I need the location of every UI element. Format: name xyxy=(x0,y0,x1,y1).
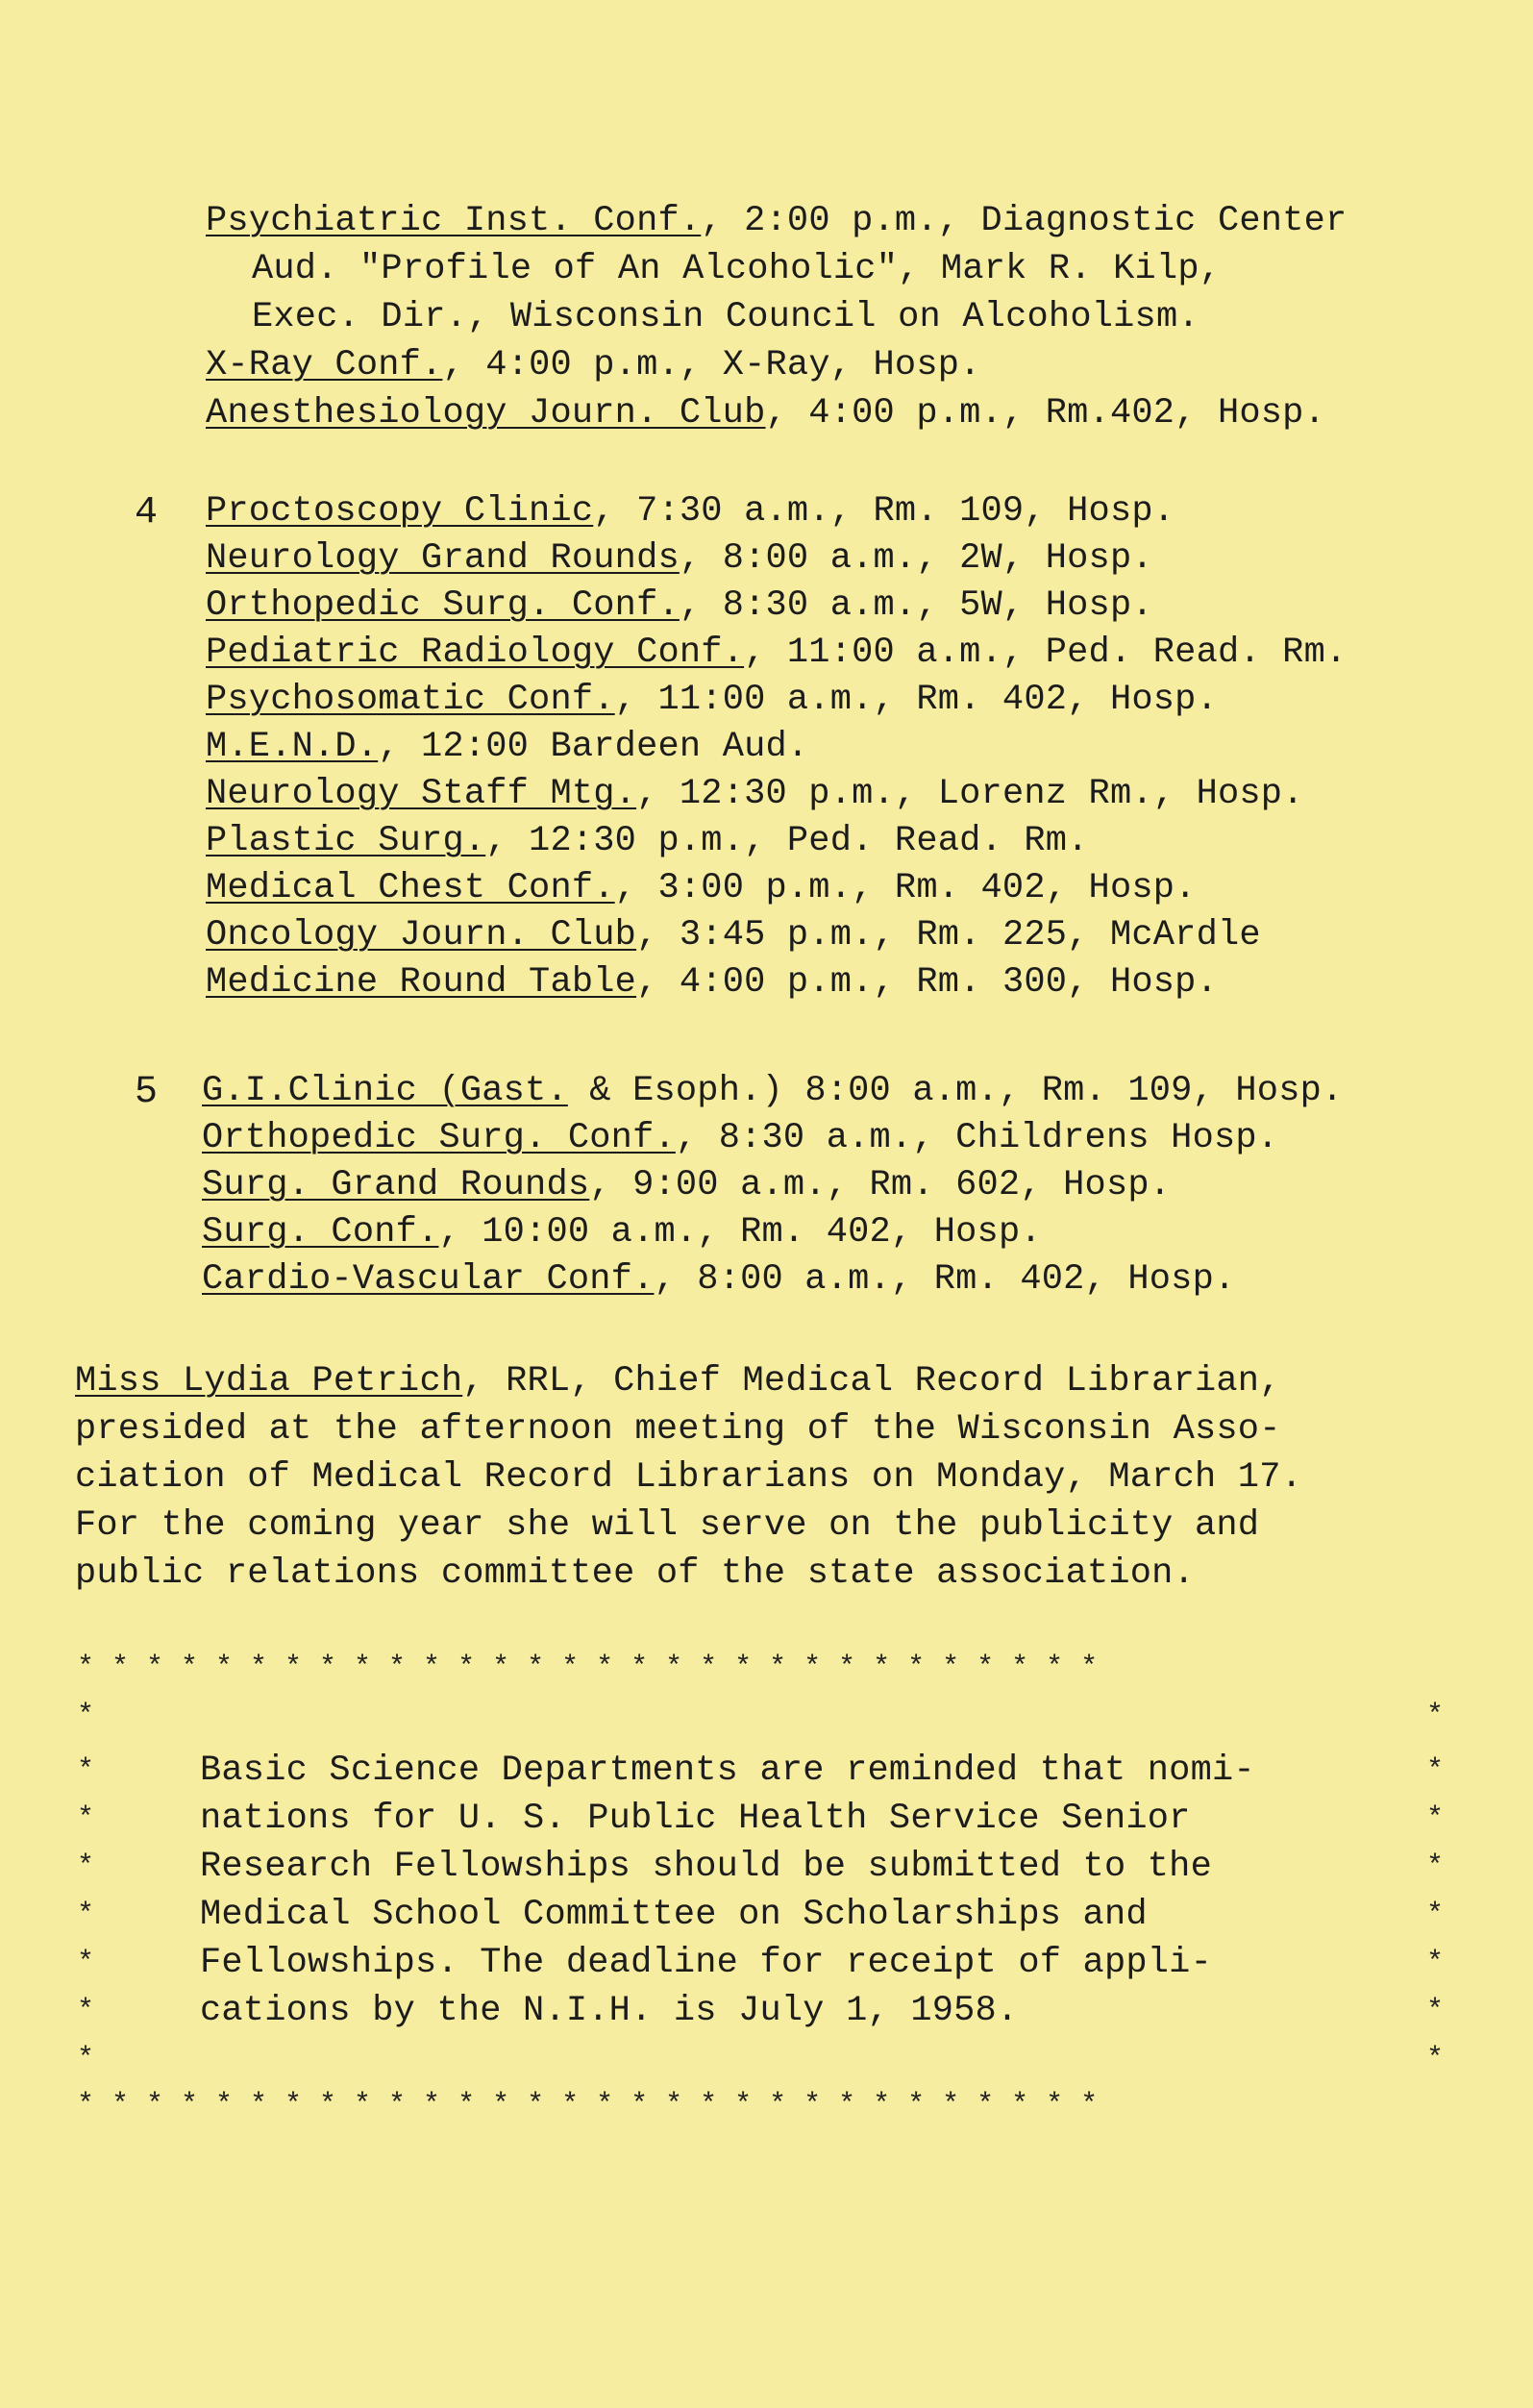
event-line xyxy=(202,1068,1343,1114)
event-details: , 10:00 a.m., Rm. 402, Hosp. xyxy=(438,1212,1042,1253)
event-title: Orthopedic Surg. Conf. xyxy=(206,585,680,626)
event-title: Surg. Grand Rounds xyxy=(202,1165,590,1205)
event-title: Surg. Conf. xyxy=(202,1212,439,1253)
event-line xyxy=(206,771,1304,817)
person-name: Miss Lydia Petrich xyxy=(75,1361,463,1402)
star-border-left: * xyxy=(77,1899,95,1931)
paragraph-line: public relations committee of the state association. xyxy=(75,1553,1195,1594)
event-title: Oncology Journ. Club xyxy=(206,915,637,956)
event-line xyxy=(202,1115,1278,1161)
star-border-bottom: * * * * * * * * * * * * * * * * * * * * * * * * * * * * * * xyxy=(77,2089,1099,2122)
event-title: Neurology Grand Rounds xyxy=(206,538,680,579)
event-details: & Esoph.) 8:00 a.m., Rm. 109, Hosp. xyxy=(567,1071,1344,1111)
event-details: , 8:30 a.m., 5W, Hosp. xyxy=(679,585,1153,626)
event-details: , 4:00 p.m., Rm.402, Hosp. xyxy=(765,393,1325,434)
star-border-right: * xyxy=(1426,1754,1445,1787)
notice-line: Research Fellowships should be submitted to the xyxy=(200,1847,1212,1887)
star-border-left: * xyxy=(77,1802,95,1835)
event-title: Pediatric Radiology Conf. xyxy=(206,633,745,673)
event-line xyxy=(206,342,981,388)
star-border-right: * xyxy=(1426,1802,1445,1835)
event-title: Psychosomatic Conf. xyxy=(206,680,615,720)
paragraph-line: presided at the afternoon meeting of the Wisconsin Asso- xyxy=(75,1409,1281,1450)
event-details: , 11:00 a.m., Rm. 402, Hosp. xyxy=(614,680,1218,720)
notice-line: Basic Science Departments are reminded that nomi- xyxy=(200,1750,1255,1791)
star-border-right: * xyxy=(1426,1850,1445,1883)
event-details: , 3:00 p.m., Rm. 402, Hosp. xyxy=(614,868,1197,908)
event-line xyxy=(206,583,1153,629)
event-line xyxy=(206,865,1197,911)
paragraph-line: For the coming year she will serve on the publicity and xyxy=(75,1505,1260,1546)
event-title: Neurology Staff Mtg. xyxy=(206,774,637,814)
event-line xyxy=(206,959,1218,1005)
star-border-left: * xyxy=(77,1700,95,1732)
event-details: , 2:00 p.m., Diagnostic Center xyxy=(701,201,1348,241)
notice-line: Fellowships. The deadline for receipt of appli- xyxy=(200,1943,1212,1983)
notice-line: nations for U. S. Public Health Service Senior xyxy=(200,1799,1191,1839)
event-title: Orthopedic Surg. Conf. xyxy=(202,1118,676,1158)
event-line xyxy=(206,677,1218,723)
event-title: M.E.N.D. xyxy=(206,727,379,767)
event-line xyxy=(252,246,1221,292)
star-border-left: * xyxy=(77,1850,95,1883)
event-title: G.I.Clinic (Gast. xyxy=(202,1071,568,1111)
event-details: , 4:00 p.m., Rm. 300, Hosp. xyxy=(636,962,1218,1003)
paragraph-line xyxy=(75,1358,1281,1404)
event-line xyxy=(206,912,1261,958)
event-line xyxy=(252,294,1199,340)
event-details: , 12:00 Bardeen Aud. xyxy=(378,727,809,767)
event-title: Anesthesiology Journ. Club xyxy=(206,393,766,434)
event-details: , 12:30 p.m., Ped. Read. Rm. xyxy=(485,821,1089,861)
star-border-left: * xyxy=(77,1947,95,1979)
star-border-left: * xyxy=(77,2043,95,2075)
event-line xyxy=(206,630,1347,676)
event-line xyxy=(206,198,1347,244)
star-border-right: * xyxy=(1426,1947,1445,1979)
event-line xyxy=(202,1256,1235,1303)
event-title: Proctoscopy Clinic xyxy=(206,491,594,532)
event-details: , 8:00 a.m., 2W, Hosp. xyxy=(679,538,1153,579)
event-title: Cardio-Vascular Conf. xyxy=(202,1259,655,1300)
event-line xyxy=(206,390,1325,436)
event-line xyxy=(206,535,1153,582)
event-details: , 12:30 p.m., Lorenz Rm., Hosp. xyxy=(636,774,1304,814)
event-details: , 7:30 a.m., Rm. 109, Hosp. xyxy=(593,491,1175,532)
day-number: 5 xyxy=(135,1071,159,1114)
notice-line: cations by the N.I.H. is July 1, 1958. xyxy=(200,1991,1019,2031)
star-border-right: * xyxy=(1426,1995,1445,2027)
event-details: , 11:00 a.m., Ped. Read. Rm. xyxy=(744,633,1348,673)
star-border-top: * * * * * * * * * * * * * * * * * * * * * * * * * * * * * * xyxy=(77,1651,1099,1684)
event-title: X-Ray Conf. xyxy=(206,345,443,385)
star-border-right: * xyxy=(1426,2043,1445,2075)
event-line xyxy=(206,724,808,770)
star-border-left: * xyxy=(77,1754,95,1787)
event-line xyxy=(206,488,1174,534)
event-details: Exec. Dir., Wisconsin Council on Alcoholism. xyxy=(252,297,1199,337)
paragraph-text: , RRL, Chief Medical Record Librarian, xyxy=(462,1361,1281,1402)
event-details: Aud. "Profile of An Alcoholic", Mark R. Kilp, xyxy=(252,249,1222,289)
event-line xyxy=(202,1162,1171,1208)
event-details: , 8:30 a.m., Childrens Hosp. xyxy=(675,1118,1279,1158)
star-border-right: * xyxy=(1426,1700,1445,1732)
day-number: 4 xyxy=(135,491,159,534)
event-details: , 4:00 p.m., X-Ray, Hosp. xyxy=(442,345,981,385)
event-details: , 8:00 a.m., Rm. 402, Hosp. xyxy=(654,1259,1236,1300)
paragraph-line: ciation of Medical Record Librarians on Monday, March 17. xyxy=(75,1457,1303,1498)
event-title: Medical Chest Conf. xyxy=(206,868,615,908)
event-title: Psychiatric Inst. Conf. xyxy=(206,201,702,241)
event-line xyxy=(202,1209,1042,1255)
star-border-left: * xyxy=(77,1995,95,2027)
event-title: Plastic Surg. xyxy=(206,821,486,861)
star-border-right: * xyxy=(1426,1899,1445,1931)
event-title: Medicine Round Table xyxy=(206,962,637,1003)
event-line xyxy=(206,818,1089,864)
event-details: , 3:45 p.m., Rm. 225, McArdle xyxy=(636,915,1261,956)
notice-line: Medical School Committee on Scholarships and xyxy=(200,1895,1148,1935)
event-details: , 9:00 a.m., Rm. 602, Hosp. xyxy=(589,1165,1172,1205)
